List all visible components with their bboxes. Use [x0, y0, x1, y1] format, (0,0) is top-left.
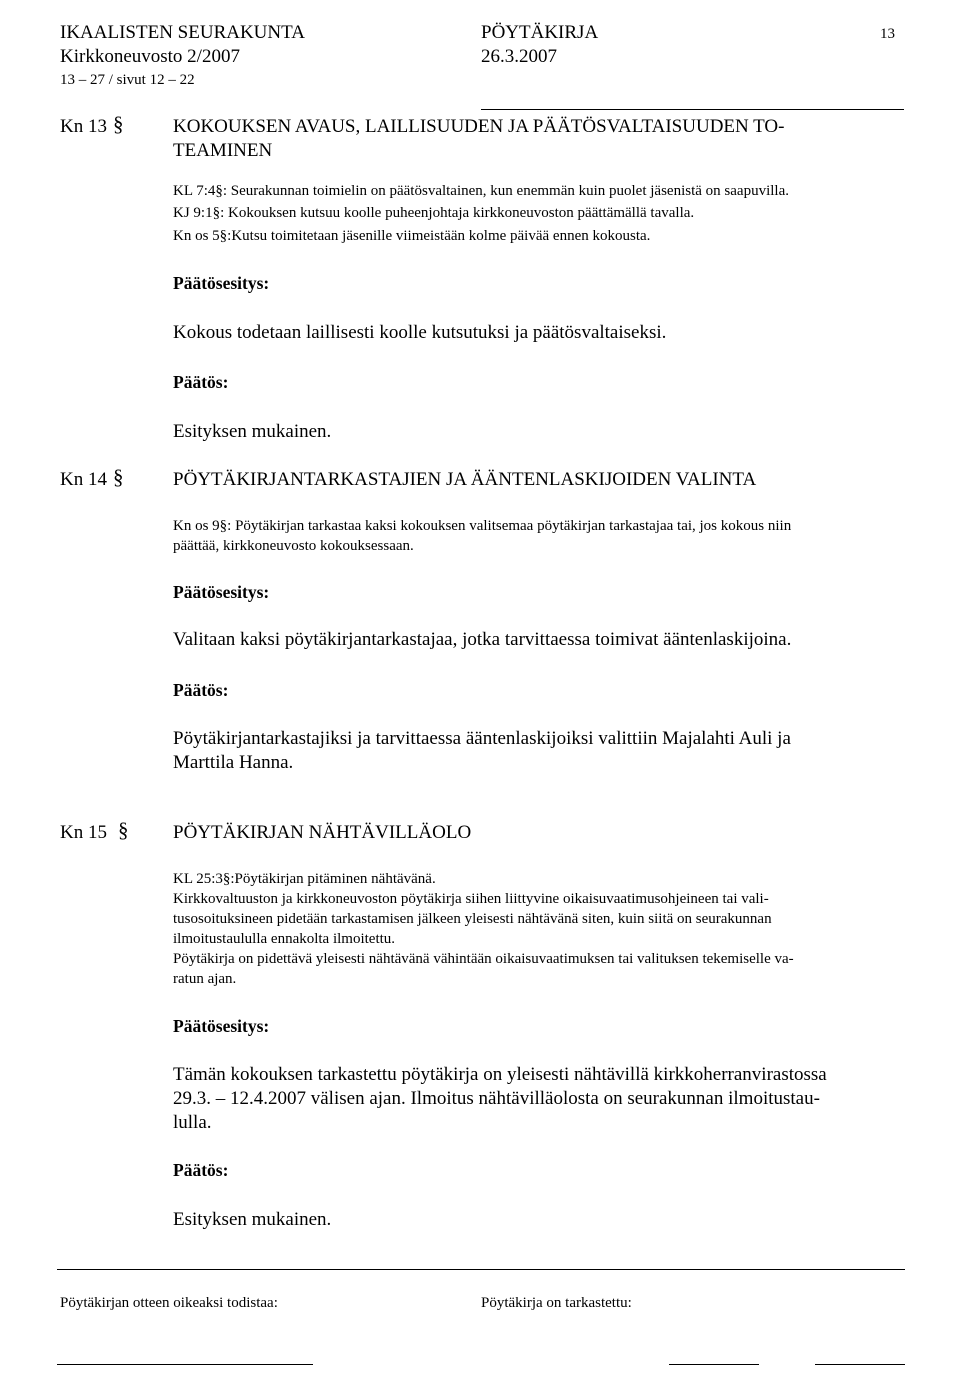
proposal-text: Tämän kokouksen tarkastettu pöytäkirja on yleisesti nähtävillä kirkkoherranvirastossa	[173, 1064, 827, 1085]
section-sign-icon: §	[113, 465, 124, 489]
proposal-text-cont: 29.3. – 12.4.2007 välisen ajan. Ilmoitus nähtävilläolosta on seurakunnan ilmoitustau-	[173, 1088, 820, 1109]
page-range: 13 – 27 / sivut 12 – 22	[60, 72, 195, 88]
proposal-label: Päätösesitys:	[173, 1016, 270, 1036]
header-rule	[481, 109, 904, 110]
section-title: PÖYTÄKIRJANTARKASTAJIEN JA ÄÄNTENLASKIJOIDEN VALINTA	[173, 469, 757, 490]
section-number: Kn 14	[60, 469, 107, 490]
checked-label: Pöytäkirja on tarkastettu:	[481, 1295, 632, 1311]
legal-ref: KL 25:3§:Pöytäkirjan pitäminen nähtävänä.	[173, 871, 436, 887]
section-title-cont: TEAMINEN	[173, 140, 273, 161]
legal-ref: KJ 9:1§: Kokouksen kutsuu koolle puheenjohtaja kirkkoneuvoston päättämällä tavalla.	[173, 205, 695, 221]
proposal-text: Kokous todetaan laillisesti koolle kutsutuksi ja päätösvaltaiseksi.	[173, 322, 667, 343]
section-title: PÖYTÄKIRJAN NÄHTÄVILLÄOLO	[173, 822, 472, 843]
decision-text: Pöytäkirjantarkastajiksi ja tarvittaessa ääntenlaskijoiksi valittiin Majalahti Auli ja	[173, 728, 791, 749]
proposal-label: Päätösesitys:	[173, 273, 270, 293]
legal-ref: Pöytäkirja on pidettävä yleisesti nähtävänä vähintään oikaisuvaatimuksen tai valituksen tekemiselle va-	[173, 951, 794, 967]
legal-ref: Kirkkovaltuuston ja kirkkoneuvoston pöytäkirja siihen liittyvine oikaisuvaatimusohjeineen tai vali-	[173, 891, 769, 907]
section-sign-icon: §	[118, 818, 129, 842]
section-number: Kn 13	[60, 116, 107, 137]
signature-line	[815, 1364, 905, 1365]
signature-line	[57, 1364, 313, 1365]
legal-ref: Kn os 9§: Pöytäkirjan tarkastaa kaksi kokouksen valitsemaa pöytäkirjan tarkastajaa tai, jos kokous niin	[173, 518, 792, 534]
meeting-body: Kirkkoneuvosto 2/2007	[60, 46, 240, 67]
decision-text: Esityksen mukainen.	[173, 421, 332, 442]
decision-text: Esityksen mukainen.	[173, 1209, 332, 1230]
legal-ref: tusosoituksineen pidetään tarkastamisen jälkeen yleisesti nähtävänä siten, kuin siitä on seurakunnan	[173, 911, 772, 927]
legal-ref: Kn os 5§:Kutsu toimitetaan jäsenille viimeistään kolme päivää ennen kokousta.	[173, 228, 651, 244]
proposal-label: Päätösesitys:	[173, 582, 270, 602]
legal-ref: päättää, kirkkoneuvosto kokouksessaan.	[173, 538, 414, 554]
section-sign-icon: §	[113, 112, 124, 136]
decision-label: Päätös:	[173, 680, 229, 700]
proposal-text-cont: lulla.	[173, 1112, 212, 1133]
footer-rule	[57, 1269, 905, 1270]
signature-line	[669, 1364, 759, 1365]
decision-label: Päätös:	[173, 372, 229, 392]
section-number: Kn 15	[60, 822, 107, 843]
doc-type: PÖYTÄKIRJA	[481, 22, 599, 43]
legal-ref: KL 7:4§: Seurakunnan toimielin on päätösvaltainen, kun enemmän kuin puolet jäsenistä on saapuvilla.	[173, 183, 789, 199]
legal-ref: ratun ajan.	[173, 971, 237, 987]
legal-ref: ilmoitustaululla ennakolta ilmoitettu.	[173, 931, 396, 947]
proposal-text: Valitaan kaksi pöytäkirjantarkastajaa, jotka tarvittaessa toimivat ääntenlaskijoina.	[173, 629, 792, 650]
page-number: 13	[880, 26, 895, 42]
decision-label: Päätös:	[173, 1160, 229, 1180]
decision-text-cont: Marttila Hanna.	[173, 752, 294, 773]
org-name: IKAALISTEN SEURAKUNTA	[60, 22, 305, 43]
certify-label: Pöytäkirjan otteen oikeaksi todistaa:	[60, 1295, 278, 1311]
meeting-date: 26.3.2007	[481, 46, 557, 67]
section-title: KOKOUKSEN AVAUS, LAILLISUUDEN JA PÄÄTÖSVALTAISUUDEN TO-	[173, 116, 785, 137]
